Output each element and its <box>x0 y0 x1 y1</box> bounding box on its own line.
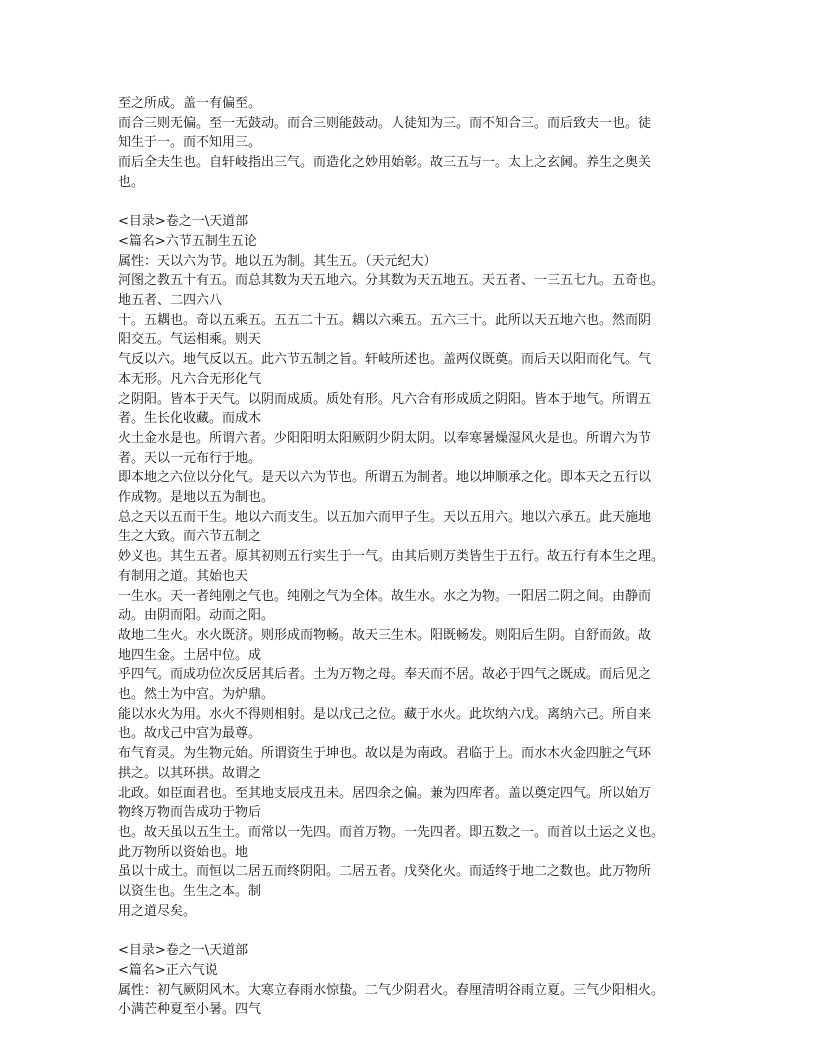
text-line: 总之天以五而干生。地以六而支生。以五加六而甲子生。天以五用六。地以六承五。此天施地 <box>118 509 652 525</box>
text-line: 乎四气。而成功位次反居其后者。土为万物之母。奉天而不居。故必于四气之既成。而后见之 <box>118 667 652 683</box>
text-line: 能以水火为用。水火不得则相射。是以戊己之位。藏于水火。此坎纳六戊。离纳六己。所自来 <box>118 706 652 722</box>
text-line: 虽以十成土。而恒以二居五而终阴阳。二居五者。戊癸化火。而适终于地二之数也。此万物所 <box>118 864 652 880</box>
text-line: 者。天以一元布行于地。 <box>118 450 262 466</box>
text-line: 也。然土为中宫。为炉鼎。 <box>118 687 275 703</box>
text-line: 属性：初气厥阴风木。大寒立春雨水惊蛰。二气少阴君火。春厘清明谷雨立夏。三气少阳相火。 <box>118 982 665 998</box>
text-line: 本无形。凡六合无形化气 <box>118 371 262 387</box>
text-line: 布气育灵。为生物元始。所谓资生于坤也。故以是为南政。君临于上。而水木火金四脏之气环 <box>118 746 652 762</box>
text-line: 故地二生火。水火既济。则形成而物畅。故天三生木。阳既畅发。则阳后生阴。自舒而敛。故 <box>118 627 652 643</box>
text-line: 知生于一。而不知用三。 <box>118 135 262 151</box>
text-line: 妙义也。其生五者。原其初则五行实生于一气。由其后则万类皆生于五行。故五行有本生之理。 <box>118 549 665 565</box>
text-line: 也。 <box>118 174 145 190</box>
document-page <box>118 94 710 1020</box>
text-line: 有制用之道。其始也天 <box>118 568 249 584</box>
text-line: 河图之教五十有五。而总其数为天五地六。分其数为天五地五。天五者、一三五七九。五奇也。 <box>118 273 665 289</box>
text-line: 十。五耦也。奇以五乘五。五五二十五。耦以六乘五。五六三十。此所以天五地六也。然而阴 <box>118 312 652 328</box>
text-line: 北政。如臣面君也。至其地支辰戌丑未。居四余之偏。兼为四库者。盖以奠定四气。所以始万 <box>118 785 652 801</box>
text-line: 火土金水是也。所谓六者。少阳阳明太阳厥阴少阴太阴。以奉寒暑燥湿风火是也。所谓六为节 <box>118 430 652 446</box>
blank-line <box>118 922 710 942</box>
text-line: 地五者、二四六八 <box>118 293 223 309</box>
text-line: <目录>卷之一\天道部 <box>118 943 249 959</box>
text-line: 小满芒种夏至小暑。四气 <box>118 1002 262 1018</box>
text-line: 即本地之六位以分化气。是天以六为节也。所谓五为制者。地以坤顺承之化。即本天之五行以 <box>118 470 652 486</box>
text-line: 者。生长化收藏。而成木 <box>118 411 262 427</box>
text-line: <篇名>正六气说 <box>118 962 218 978</box>
text-line: 阳交五。气运相乘。则天 <box>118 332 262 348</box>
text-line: 也。故戊己中宫为最尊。 <box>118 726 262 742</box>
text-line: 属性：天以六为节。地以五为制。其生五。（天元纪大） <box>118 253 437 269</box>
text-line: 物终万物而告成功于物后 <box>118 805 262 821</box>
text-line: 至之所成。盖一有偏至。 <box>118 96 262 111</box>
text-line: 生之大致。而六节五制之 <box>118 529 262 545</box>
text-line: 拱之。以其环拱。故谓之 <box>118 765 262 781</box>
text-line: 作成物。是地以五为制也。 <box>118 490 275 506</box>
text-line: 此万物所以资始也。地 <box>118 844 249 860</box>
text-line: 用之道尽矣。 <box>118 903 197 919</box>
text-line: 以资生也。生生之本。制 <box>118 884 262 900</box>
text-line: 气反以六。地气反以五。此六节五制之旨。轩岐所述也。盖两仪既奠。而后天以阳而化气。气 <box>118 352 652 368</box>
text-line: 之阴阳。皆本于天气。以阴而成质。质处有形。凡六合有形成质之阴阳。皆本于地气。所谓五 <box>118 391 652 407</box>
text-line: 而合三则无偏。至一无鼓动。而合三则能鼓动。人徒知为三。而不知合三。而后致夫一也。徒 <box>118 115 652 131</box>
text-line: <篇名>六节五制生五论 <box>118 233 257 249</box>
text-line: 地四生金。土居中位。成 <box>118 647 262 663</box>
blank-line <box>118 193 710 213</box>
text-line: <目录>卷之一\天道部 <box>118 214 249 230</box>
text-line: 一生水。天一者纯刚之气也。纯刚之气为全体。故生水。水之为物。一阳居二阴之间。由静而 <box>118 588 652 604</box>
text-line: 也。故天虽以五生土。而常以一先四。而首万物。一先四者。即五数之一。而首以土运之义也。 <box>118 825 665 840</box>
text-line: 动。由阴而阳。动而之阳。 <box>118 608 275 624</box>
text-line: 而后全夫生也。自轩岐指出三气。而造化之妙用始彰。故三五与一。太上之玄阃。养生之奥关 <box>118 155 652 171</box>
